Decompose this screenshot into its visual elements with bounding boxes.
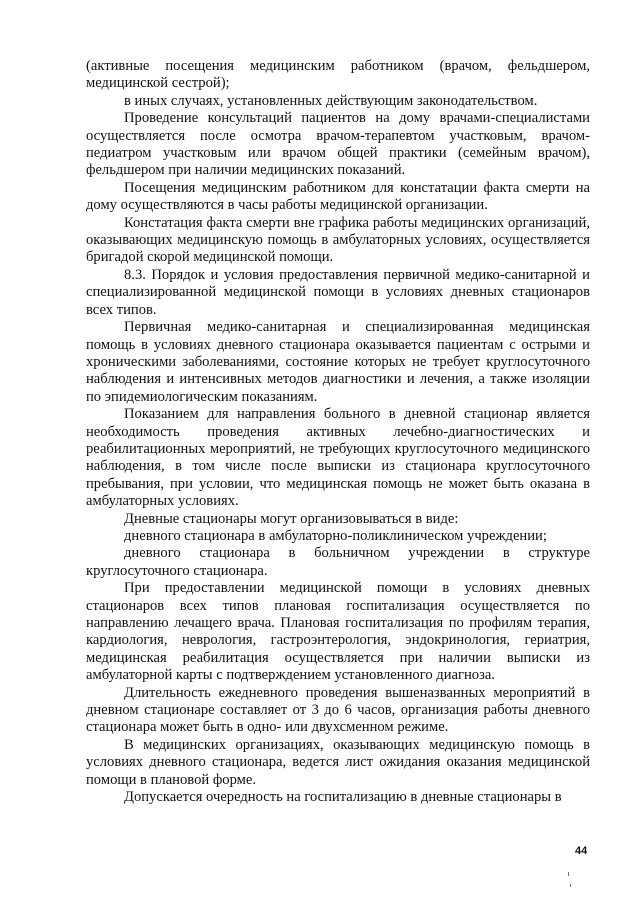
paragraph: Длительность ежедневного проведения вышеназванных мероприятий в дневном стационаре составляет от 3 до 6 часов, организация работы дневного стационара может быть в одно- или двухсменном режиме. bbox=[86, 684, 590, 736]
paragraph: Допускается очередность на госпитализацию в дневные стационары в bbox=[124, 789, 562, 806]
paragraph: Констатация факта смерти вне графика работы медицинских организаций, оказывающих медицинскую помощь в амбулаторных условиях, осуществляется бригадой скорой медицинской помощи. bbox=[86, 214, 590, 266]
paragraph: Посещения медицинским работником для констатации факта смерти на дому осуществляются в часы работы медицинской организации. bbox=[86, 179, 590, 214]
paragraph: В медицинских организациях, оказывающих медицинскую помощь в условиях дневного стационара, ведется лист ожидания оказания медицинской помощи в плановой форме. bbox=[86, 736, 590, 788]
paragraph: в иных случаях, установленных действующим законодательством. bbox=[124, 92, 538, 109]
list-item: дневного стационара в больничном учреждении в структуре круглосуточного стационара. bbox=[86, 545, 590, 579]
page-number: 44 bbox=[575, 845, 588, 857]
paragraph: (активные посещения медицинским работником (врачом, фельдшером, медицинской сестрой); bbox=[86, 58, 590, 92]
paragraph: Показанием для направления больного в дневной стационар является необходимость проведения активных лечебно-диагностических и реабилитационных мероприятий, не требующих круглосуточного медицинского наблюдения, в том числе после выписки из стационара круглосуточного пребывания, при условии, что медицинская помощь не может быть оказана в амбулаторных условиях. bbox=[86, 406, 590, 510]
scan-speck bbox=[568, 872, 569, 876]
section-heading-8-3: 8.3. Порядок и условия предоставления первичной медико-санитарной и специализированной медицинской помощи в условиях дневных стационаров всех типов. bbox=[86, 266, 590, 318]
paragraph: При предоставлении медицинской помощи в условиях дневных стационаров всех типов плановая госпитализация осуществляется по направлению лечащего врача. Плановая госпитализация по профилям терапия, кардиология, неврология, гастроэнтерология, эндокринология, гериатрия, медицинская реабилитация осуществляется при наличии выписки из амбулаторной карты с подтверждением установленного диагноза. bbox=[86, 580, 590, 684]
paragraph: Проведение консультаций пациентов на дому врачами-специалистами осуществляется после осмотра врачом-терапевтом участковым, врачом-педиатром участковым или врачом общей практики (семейным врачом), фельдшером при наличии медицинских показаний. bbox=[86, 110, 590, 179]
scan-speck bbox=[570, 884, 571, 887]
paragraph: Дневные стационары могут организовываться в виде: bbox=[124, 510, 459, 527]
paragraph: Первичная медико-санитарная и специализированная медицинская помощь в условиях дневного стационара оказывается пациентам с острыми и хроническими заболеваниями, состояние которых не требует круглосуточного наблюдения и интенсивных методов диагностики и лечения, а также изоляции по эпидемиологическим показаниям. bbox=[86, 319, 590, 405]
list-item: дневного стационара в амбулаторно-поликлиническом учреждении; bbox=[124, 527, 547, 544]
document-body bbox=[86, 58, 590, 806]
